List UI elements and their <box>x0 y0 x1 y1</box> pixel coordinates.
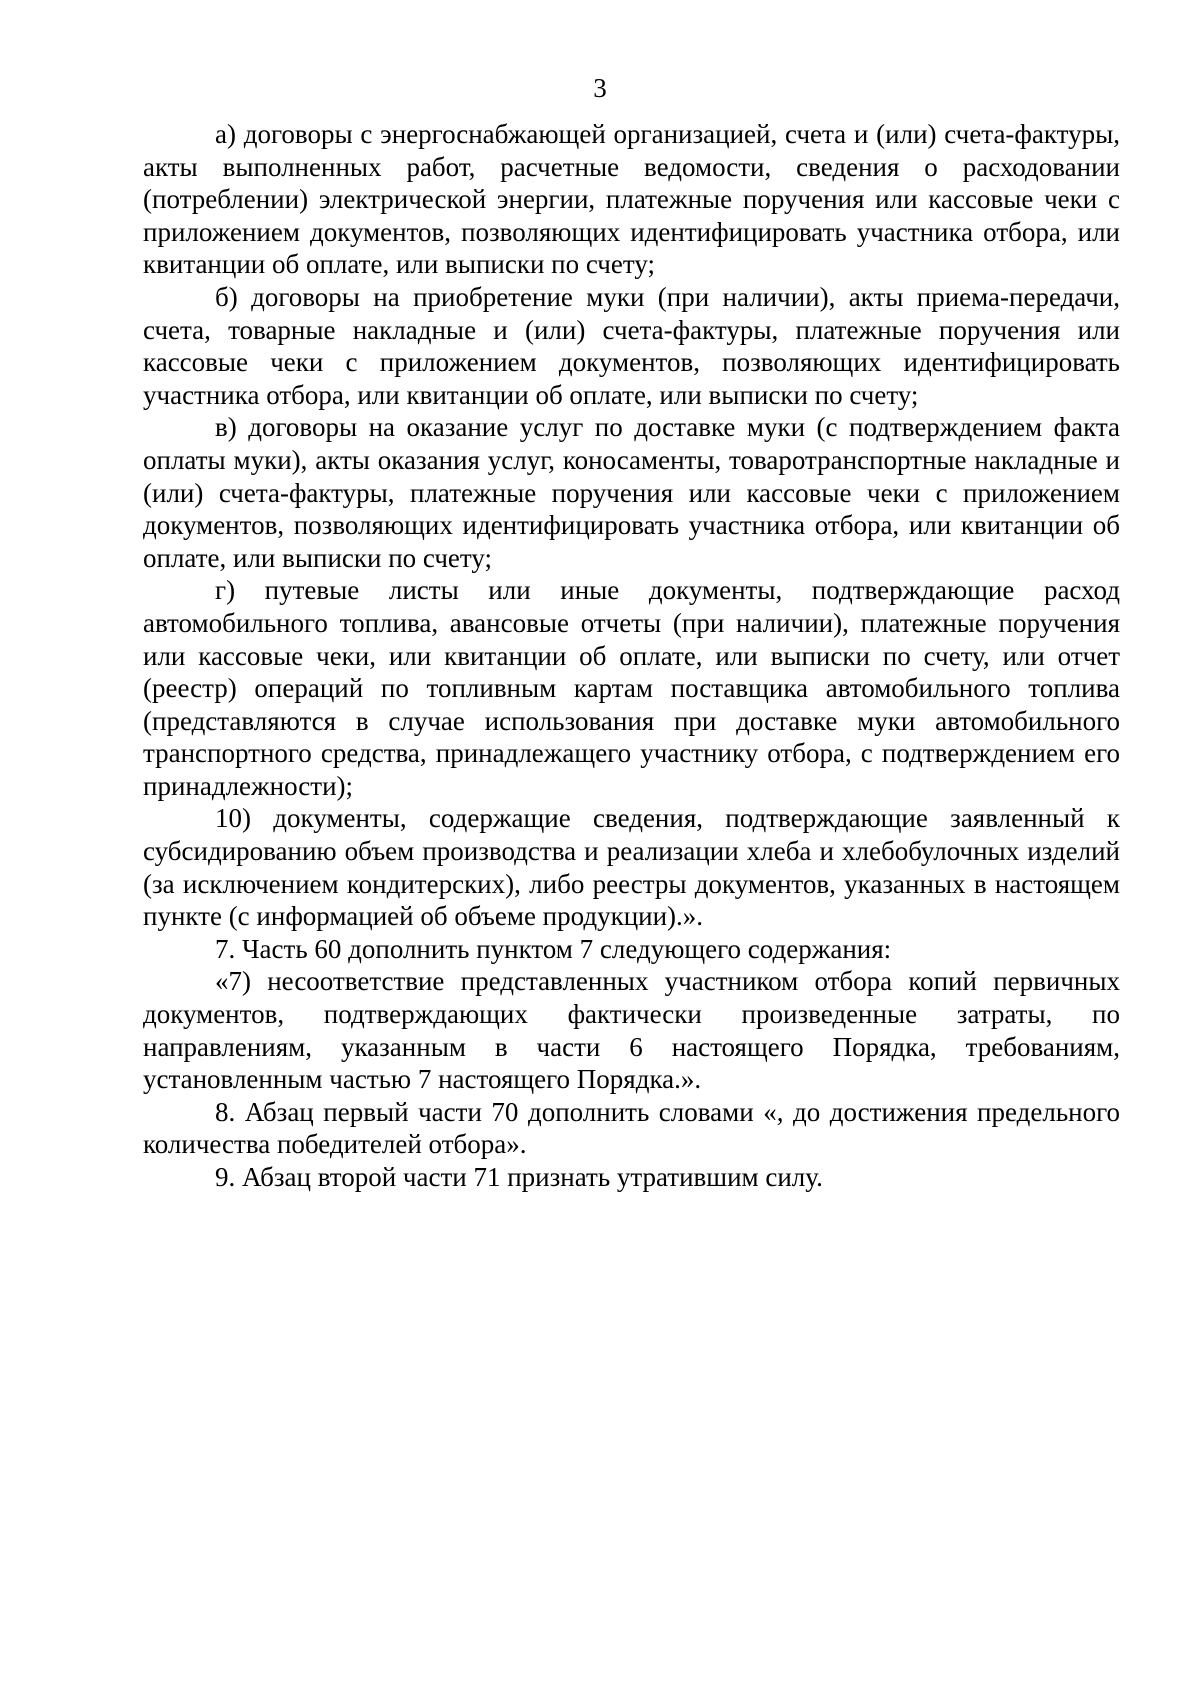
paragraph-item-a: а) договоры с энергоснабжающей организацией, счета и (или) счета-фактуры, акты выполненных работ, расчетные ведомости, сведения о расходовании (потреблении) электрической энергии, платежные поручения или кассовые чеки с приложением документов, позволяющих идентифицировать участника отбора, или квитанции об оплате, или выписки по счету; <box>143 119 1120 280</box>
paragraph-item-10: 10) документы, содержащие сведения, подтверждающие заявленный к субсидированию объем производства и реализации хлеба и хлебобулочных изделий (за исключением кондитерских), либо реестры документов, указанных в настоящем пункте (с информацией об объеме продукции).». <box>143 803 1120 932</box>
paragraph-item-b: б) договоры на приобретение муки (при наличии), акты приема-передачи, счета, товарные накладные и (или) счета-фактуры, платежные поручения или кассовые чеки с приложением документов, позволяющих идентифицировать участника отбора, или квитанции об оплате, или выписки по счету; <box>143 281 1120 410</box>
paragraph-section-9: 9. Абзац второй части 71 признать утратившим силу. <box>215 1162 823 1192</box>
paragraph-quoted-item-7: «7) несоответствие представленных участником отбора копий первичных документов, подтверждающих фактически произведенные затраты, по направлениям, указанным в части 6 настоящего Порядка, требованиям, установленным частью 7 настоящего Порядка.». <box>143 966 1120 1095</box>
paragraph-item-v: в) договоры на оказание услуг по доставке муки (с подтверждением факта оплаты муки), акты оказания услуг, коносаменты, товаротранспортные накладные и (или) счета-фактуры, платежные поручения или кассовые чеки с приложением документов, позволяющих идентифицировать участника отбора, или квитанции об оплате, или выписки по счету; <box>143 412 1120 573</box>
page-number: 3 <box>593 73 607 103</box>
paragraph-section-7: 7. Часть 60 дополнить пунктом 7 следующего содержания: <box>215 933 892 964</box>
paragraph-item-g: г) путевые листы или иные документы, подтверждающие расход автомобильного топлива, авансовые отчеты (при наличии), платежные поручения или кассовые чеки, или квитанции об оплате, или выписки по счету, или отчет (реестр) операций по топливным картам поставщика автомобильного топлива (представляются в случае использования при доставке муки автомобильного транспортного средства, принадлежащего участнику отбора, с подтверждением его принадлежности); <box>143 575 1120 801</box>
paragraph-section-8: 8. Абзац первый части 70 дополнить словами «, до достижения предельного количества победителей отбора». <box>143 1096 1120 1160</box>
document-body <box>143 118 1120 1194</box>
